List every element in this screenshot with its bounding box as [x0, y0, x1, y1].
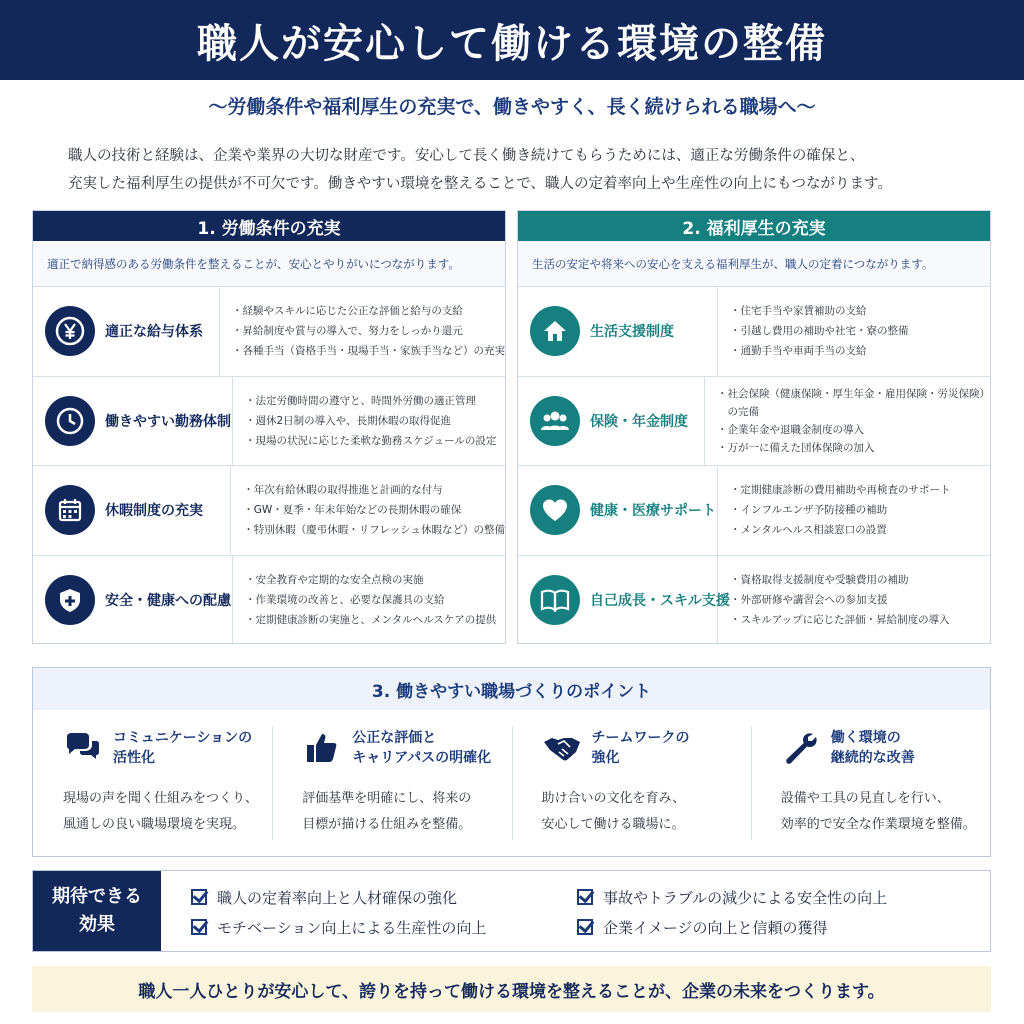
point-title-line: 活性化: [113, 750, 155, 766]
bullet: ・通勤手当や車両手当の支給: [730, 345, 867, 358]
effect-item: [577, 913, 977, 941]
item-title: 働きやすい勤務体制: [105, 413, 231, 430]
section-title: 3. 働きやすい職場づくりのポイント: [33, 668, 990, 710]
effects-label-line: 効果: [79, 914, 115, 935]
effects-label-line: 期待できる: [52, 886, 142, 907]
bullet: ・GW・夏季・年末年始などの長期休暇の確保: [243, 504, 462, 517]
list-item: [518, 556, 990, 646]
expected-effects: [32, 870, 991, 952]
point-title-line: 働く環境の: [830, 730, 901, 746]
page-title: 職人が安心して働ける環境の整備: [197, 19, 827, 67]
point-text-line: 現場の声を聞く仕組みをつくり、: [63, 791, 259, 806]
bullet: ・特別休暇（慶弔休暇・リフレッシュ休暇など）の整備: [243, 524, 505, 537]
section-title: 1. 労働条件の充実: [33, 211, 505, 241]
effect-item: [191, 883, 577, 911]
bullet: ・住宅手当や家賃補助の支給: [730, 305, 867, 318]
item-title: 安全・健康への配慮: [105, 593, 231, 610]
point-title-line: 公正な評価と: [352, 730, 437, 746]
checkbox-checked-icon: [577, 919, 593, 935]
point-title-line: 強化: [591, 750, 620, 766]
list-item: [518, 377, 990, 467]
house-icon: [530, 306, 580, 356]
bullet: ・作業環境の改善と、必要な保護具の支給: [245, 594, 445, 607]
point-text-line: 設備や工具の見直しを行い、: [780, 791, 950, 806]
intro-line-1: 職人の技術と経験は、企業や業界の大切な財産です。安心して長く働き続けてもらうためには、適正な労働条件の確保と、: [68, 148, 865, 164]
point-card: [751, 710, 990, 856]
intro-line-2: 充実した福利厚生の提供が不可欠です。働きやすい環境を整えることで、職人の定着率向上や生産性の向上にもつながります。: [68, 176, 892, 192]
point-text-line: 安心して働ける職場に。: [541, 817, 685, 832]
bullet: ・万が一に備えた団体保険の加入: [717, 441, 875, 454]
wrench-icon: [781, 728, 821, 768]
list-item: [33, 287, 505, 377]
item-title: 健康・医療サポート: [590, 503, 716, 520]
bullet: ・年次有給休暇の取得推進と計画的な付与: [243, 484, 443, 497]
item-title: 適正な給与体系: [105, 324, 203, 341]
effect-text: 職人の定着率向上と人材確保の強化: [217, 888, 458, 907]
chat-bubbles-icon: [63, 728, 103, 768]
bullet: ・現場の状況に応じた柔軟な勤務スケジュールの設定: [245, 434, 497, 447]
list-item: [33, 556, 505, 646]
point-text-line: 効率的で安全な作業環境を整備。: [780, 817, 976, 832]
list-item: [518, 466, 990, 556]
handshake-icon: [542, 728, 582, 768]
bullet: ・各種手当（資格手当・現場手当・家族手当など）の充実: [232, 345, 505, 358]
bullet: ・スキルアップに応じた評価・昇給制度の導入: [730, 614, 950, 627]
point-text-line: 目標が描ける仕組みを整備。: [302, 817, 472, 832]
heart-icon: [530, 485, 580, 535]
section-welfare: [517, 210, 991, 644]
bullet: ・定期健康診断の費用補助や再検査のサポート: [730, 484, 951, 497]
point-text-line: 助け合いの文化を育み、: [541, 791, 686, 806]
list-item: [33, 377, 505, 467]
checkbox-checked-icon: [191, 919, 207, 935]
closing-message: 職人一人ひとりが安心して、誇りを持って働ける環境を整えることが、企業の未来をつくります。: [32, 966, 991, 1012]
effect-text: 事故やトラブルの減少による安全性の向上: [603, 888, 888, 907]
point-card: [272, 710, 511, 856]
point-card: [33, 710, 272, 856]
effect-text: 企業イメージの向上と信頼の獲得: [603, 918, 828, 937]
bullet: の完備: [717, 405, 759, 418]
point-title-line: コミュニケーションの: [113, 730, 253, 746]
bullet: ・外部研修や講習会への参加支援: [730, 594, 888, 607]
bullet: ・経験やスキルに応じた公正な評価と給与の支給: [232, 305, 463, 318]
point-title-line: キャリアパスの明確化: [352, 750, 492, 766]
calendar-icon: [45, 485, 95, 535]
bullet: ・定期健康診断の実施と、メンタルヘルスケアの提供: [245, 614, 497, 627]
thumbs-up-icon: [302, 728, 342, 768]
clock-icon: [45, 396, 95, 446]
bullet: ・資格取得支援制度や受験費用の補助: [730, 574, 909, 587]
item-title: 休暇制度の充実: [105, 503, 203, 520]
point-text-line: 風通しの良い職場環境を実現。: [63, 817, 246, 832]
point-title-line: 継続的な改善: [830, 750, 915, 766]
intro-text: [68, 142, 968, 198]
yen-icon: [45, 306, 95, 356]
bullet: ・企業年金や退職金制度の導入: [717, 423, 864, 436]
checkbox-checked-icon: [191, 889, 207, 905]
effect-item: [191, 913, 577, 941]
bullet: ・安全教育や定期的な安全点検の実施: [245, 574, 424, 587]
section-lead: 適正で納得感のある労働条件を整えることが、安心とやりがいにつながります。: [33, 241, 505, 287]
effect-item: [577, 883, 977, 911]
shield-icon: [45, 575, 95, 625]
title-banner: [0, 0, 1024, 80]
list-item: [33, 466, 505, 556]
list-item: [518, 287, 990, 377]
book-icon: [530, 575, 580, 625]
section-workplace-points: [32, 667, 991, 857]
people-icon: [530, 396, 580, 446]
section-lead: 生活の安定や将来への安心を支える福利厚生が、職人の定着につながります。: [518, 241, 990, 287]
item-title: 保険・年金制度: [590, 413, 688, 430]
bullet: ・昇給制度や賞与の導入で、努力をしっかり還元: [232, 325, 463, 338]
bullet: ・引越し費用の補助や社宅・寮の整備: [730, 325, 909, 338]
bullet: ・週休2日制の導入や、長期休暇の取得促進: [245, 414, 451, 427]
bullet: ・メンタルヘルス相談窓口の設置: [730, 524, 887, 537]
point-title-line: チームワークの: [591, 730, 690, 746]
effects-label: [33, 871, 161, 951]
item-title: 生活支援制度: [590, 324, 674, 341]
effect-text: モチベーション向上による生産性の向上: [217, 918, 487, 937]
item-title: 自己成長・スキル支援: [590, 593, 730, 610]
section-title: 2. 福利厚生の充実: [518, 211, 990, 241]
checkbox-checked-icon: [577, 889, 593, 905]
bullet: ・インフルエンザ予防接種の補助: [730, 504, 888, 517]
section-working-conditions: [32, 210, 506, 644]
point-text-line: 評価基準を明確にし、将来の: [302, 791, 472, 806]
point-card: [512, 710, 751, 856]
bullet: ・社会保険（健康保険・厚生年金・雇用保険・労災保険）: [717, 387, 990, 400]
bullet: ・法定労働時間の遵守と、時間外労働の適正管理: [245, 394, 476, 407]
page-subtitle: ～労働条件や福利厚生の充実で、働きやすく、長く続けられる職場へ～: [208, 96, 816, 118]
